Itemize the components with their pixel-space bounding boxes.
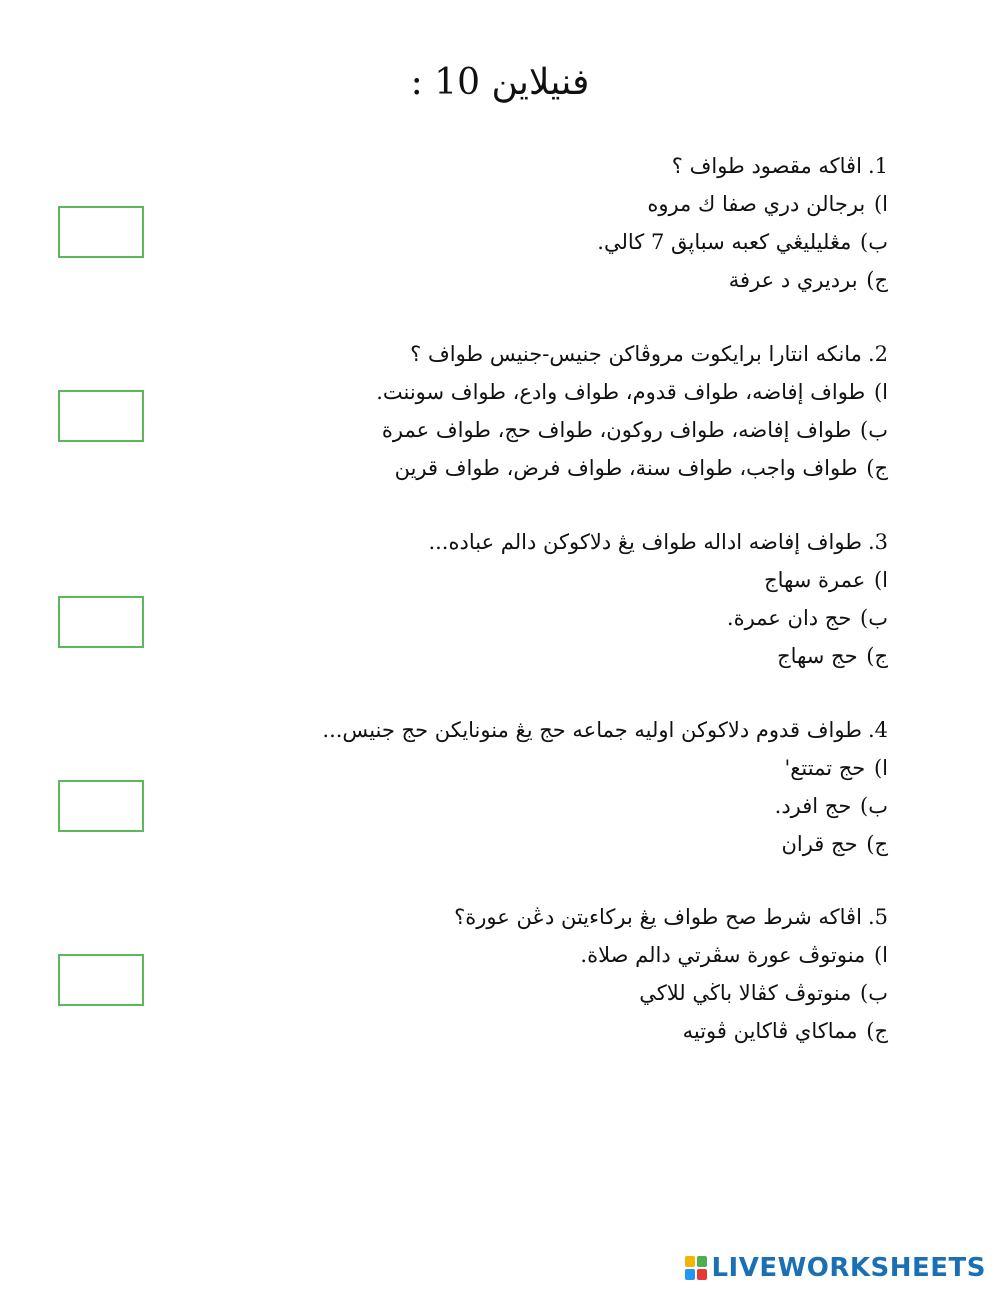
- question-prompt: مانكه انتارا برايكوت مروڤاكن جنيس-جنيس طواف ؟: [410, 342, 862, 366]
- liveworksheets-logo-icon: [685, 1256, 707, 1280]
- option-letter: ب): [860, 418, 888, 442]
- option-text: طواف إفاضه، طواف روكون، طواف حج، طواف عمرة: [381, 418, 852, 442]
- logo-tile: [697, 1269, 707, 1280]
- option-letter: ج): [866, 644, 888, 668]
- option-text: مماكاي ڤاكاين ڤوتيه: [682, 1019, 858, 1043]
- question-prompt: طواف قدوم دلاكوكن اوليه جماعه حج يڠ منونايكن حج جنيس...: [322, 718, 862, 742]
- question-2: [268, 335, 888, 487]
- option-c: [268, 637, 888, 675]
- option-text: طواف واجب، طواف سنة، طواف فرض، طواف قرين: [394, 456, 858, 480]
- logo-tile: [697, 1256, 707, 1267]
- option-text: منوتوڤ عورة سڤرتي دالم صلاة.: [580, 943, 866, 967]
- question-3: [268, 523, 888, 675]
- option-letter: ا): [873, 943, 888, 967]
- question-number: 1.: [867, 154, 888, 178]
- option-a: [268, 373, 888, 411]
- option-text: حج دان عمرة.: [726, 606, 852, 630]
- logo-tile: [685, 1256, 695, 1267]
- option-text: منوتوڤ كڤالا باڬي للاكي: [639, 981, 852, 1005]
- brand-text: LIVEWORKSHEETS: [711, 1253, 986, 1283]
- option-letter: ب): [860, 794, 888, 818]
- question-text: [268, 711, 888, 749]
- option-c: [268, 261, 888, 299]
- option-letter: ا): [873, 568, 888, 592]
- option-text: حج افرد.: [774, 794, 852, 818]
- option-letter: ا): [873, 756, 888, 780]
- option-letter: ب): [860, 230, 888, 254]
- option-b: [268, 787, 888, 825]
- option-letter: ج): [866, 832, 888, 856]
- answer-box-1[interactable]: [58, 206, 144, 258]
- worksheet-title: فنيلاين 10 :: [410, 62, 590, 103]
- option-text: برديري د عرفة: [728, 268, 858, 292]
- option-c: [268, 449, 888, 487]
- option-text: حج سهاج: [777, 644, 858, 668]
- question-5: [268, 898, 888, 1050]
- option-c: [268, 1012, 888, 1050]
- option-text: برجالن دري صفا ك مروه: [647, 192, 866, 216]
- answer-box-5[interactable]: [58, 954, 144, 1006]
- answer-box-3[interactable]: [58, 596, 144, 648]
- option-letter: ب): [860, 606, 888, 630]
- option-text: مڠليليڠي كعبه سباڽق 7 كالي.: [597, 230, 852, 254]
- option-b: [268, 974, 888, 1012]
- option-letter: ج): [866, 1019, 888, 1043]
- question-text: [268, 898, 888, 936]
- option-text: طواف إفاضه، طواف قدوم، طواف وادع، طواف سوننت.: [376, 380, 866, 404]
- option-text: حج تمتتع': [784, 756, 866, 780]
- option-letter: ب): [860, 981, 888, 1005]
- option-letter: ج): [866, 268, 888, 292]
- logo-tile: [685, 1269, 695, 1280]
- question-prompt: اڤاكه مقصود طواف ؟: [671, 154, 862, 178]
- option-b: [268, 223, 888, 261]
- option-letter: ا): [873, 380, 888, 404]
- question-text: [268, 523, 888, 561]
- option-a: [268, 561, 888, 599]
- question-number: 5.: [867, 905, 888, 929]
- option-text: عمرة سهاج: [764, 568, 866, 592]
- question-4: [268, 711, 888, 863]
- option-letter: ا): [873, 192, 888, 216]
- answer-box-2[interactable]: [58, 390, 144, 442]
- answer-box-4[interactable]: [58, 780, 144, 832]
- liveworksheets-brand[interactable]: [685, 1252, 986, 1284]
- option-a: [268, 936, 888, 974]
- question-number: 2.: [867, 342, 888, 366]
- option-letter: ج): [866, 456, 888, 480]
- question-prompt: اڤاكه شرط صح طواف يڠ بركاءيتن دڠن عورة؟: [454, 905, 862, 929]
- option-c: [268, 825, 888, 863]
- option-text: حج قران: [781, 832, 858, 856]
- question-prompt: طواف إفاضه اداله طواف يڠ دلاكوكن دالم عباده...: [428, 530, 862, 554]
- option-b: [268, 599, 888, 637]
- question-text: [268, 147, 888, 185]
- question-number: 3.: [867, 530, 888, 554]
- option-b: [268, 411, 888, 449]
- question-text: [268, 335, 888, 373]
- option-a: [268, 749, 888, 787]
- question-1: [268, 147, 888, 299]
- option-a: [268, 185, 888, 223]
- question-number: 4.: [867, 718, 888, 742]
